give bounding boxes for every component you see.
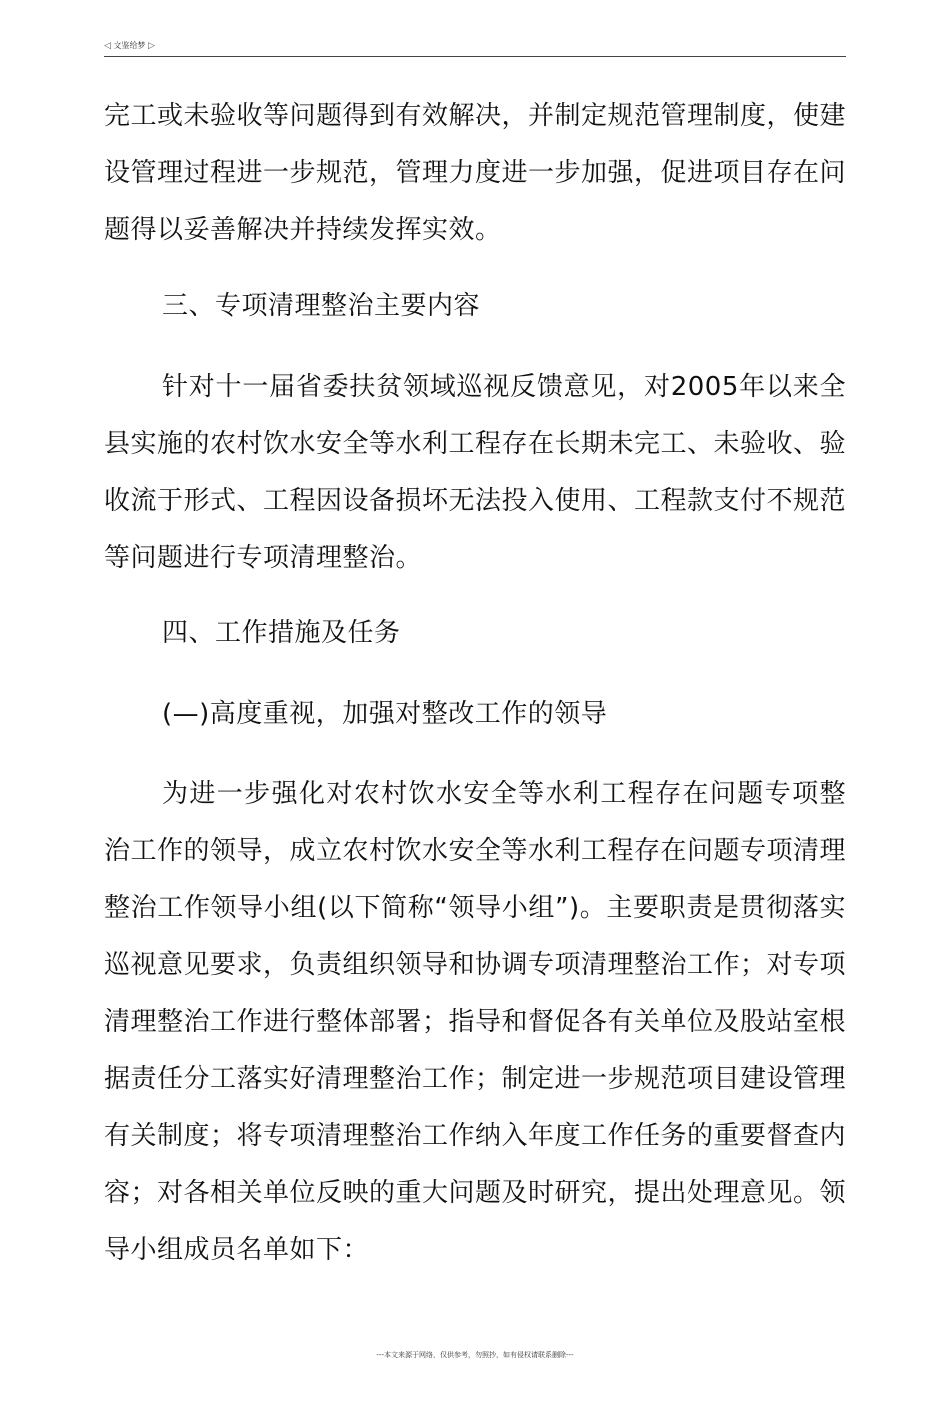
page-header xyxy=(104,40,846,57)
left-triangle-icon: ◁ xyxy=(104,41,111,51)
subsection-heading-1: (—)高度重视，加强对整改工作的领导 xyxy=(162,699,608,729)
section-heading-4: 四、工作措施及任务 xyxy=(162,618,401,648)
paragraph-leadership: 为进一步强化对农村饮水安全等水利工程存在问题专项整治工作的领导，成立农村饮水安全等水利工程存在问题专项清理整治工作领导小组(以下简称“领导小组”)。主要职责是贯彻落实巡视意见要求，负责组织领导和协调专项清理整治工作；对专项清理整治工作进行整体部署；指导和督促各有关单位及股站室根据责任分工落实好清理整治工作；制定进一步规范项目建设管理有关制度；将专项清理整治工作纳入年度工作任务的重要督查内容；对各相关单位反映的重大问题及时研究，提出处理意见。领导小组成员名单如下： xyxy=(104,779,847,1265)
paragraph-continuation: 完工或未验收等问题得到有效解决，并制定规范管理制度，使建设管理过程进一步规范，管理力度进一步加强，促进项目存在问题得以妥善解决并持续发挥实效。 xyxy=(104,101,847,245)
paragraph-section-3: 针对十一届省委扶贫领域巡视反馈意见，对2005年以来全县实施的农村饮水安全等水利工程存在长期未完工、未验收、验收流于形式、工程因设备损坏无法投入使用、工程款支付不规范等问题进行专项清理整治。 xyxy=(104,372,847,573)
right-triangle-icon: ▷ xyxy=(148,41,155,51)
header-label: 文鉴给梦 xyxy=(113,41,146,50)
page-footer: ---本文来源于网络，仅供参考，勿照抄，如有侵权请联系删除--- xyxy=(376,1351,574,1359)
section-heading-3: 三、专项清理整治主要内容 xyxy=(162,291,481,321)
